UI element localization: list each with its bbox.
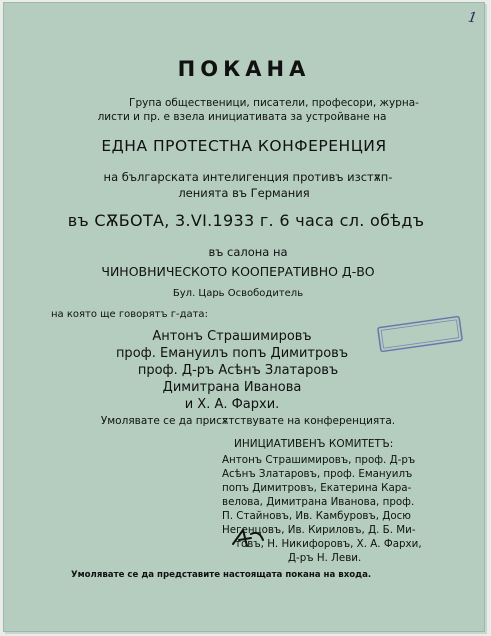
committee-line-5: П. Стайновъ, Ив. Камбуровъ, Досю <box>222 510 411 522</box>
committee-line-8: Д-ръ Н. Леви. <box>288 552 362 564</box>
committee-line-2: Асѣнъ Златаровъ, проф. Емануилъ <box>222 468 413 480</box>
intro-line-1: Група общественици, писатели, професори, журна- <box>129 97 419 109</box>
venue-address: Бул. Царь Освободитель <box>172 288 304 299</box>
speakers-intro: на която ще говорятъ г-дата: <box>51 309 208 320</box>
subject-line-2: ленията въ Германия <box>178 186 310 200</box>
speaker-3: проф. Д-ръ Асѣнъ Златаровъ <box>137 363 339 378</box>
intro-line-2: листи и пр. е взела инициативата за устройване на <box>97 111 387 123</box>
committee-line-3: попъ Димитровъ, Екатерина Кара- <box>222 482 412 494</box>
handwritten-mark <box>229 526 269 550</box>
committee-line-1: Антонъ Страшимировъ, проф. Д-ръ <box>222 454 416 466</box>
attendance-request: Умолявате се да присѫтствувате на конференцията. <box>100 415 396 427</box>
speaker-1: Антонъ Страшимировъ <box>152 329 312 344</box>
speaker-2: проф. Емануилъ попъ Димитровъ <box>115 346 349 361</box>
page-number: 1 <box>467 9 479 27</box>
committee-line-7: товъ, Н. Никифоровъ, Х. А. Фархи, <box>235 538 422 550</box>
conference-headline: ЕДНА ПРОТЕСТНА КОНФЕРЕНЦИЯ <box>101 137 387 155</box>
event-datetime: въ СѪБОТА, 3.VI.1933 г. 6 часа сл. обѣдъ <box>67 211 425 230</box>
committee-title: ИНИЦИАТИВЕНЪ КОМИТЕТЪ: <box>234 438 394 450</box>
speaker-4: Димитрана Иванова <box>162 380 302 395</box>
footer-note: Умолявате се да представите настоящата покана на входа. <box>71 570 372 580</box>
speaker-5: и Х. А. Фархи. <box>184 397 280 412</box>
subject-line-1: на българската интелигенция противъ изстѫп- <box>103 170 393 184</box>
committee-line-4: велова, Димитрана Иванова, проф. <box>222 496 415 508</box>
invitation-title: ПОКАНА <box>177 57 311 81</box>
committee-line-6: Негенцовъ, Ив. Кириловъ, Д. Б. Ми- <box>222 524 416 536</box>
invitation-sheet <box>3 2 485 632</box>
venue-intro: въ салона на <box>208 245 288 259</box>
police-stamp <box>375 315 465 353</box>
venue-name: ЧИНОВНИЧЕСКОТО КООПЕРАТИВНО Д-ВО <box>101 264 375 279</box>
